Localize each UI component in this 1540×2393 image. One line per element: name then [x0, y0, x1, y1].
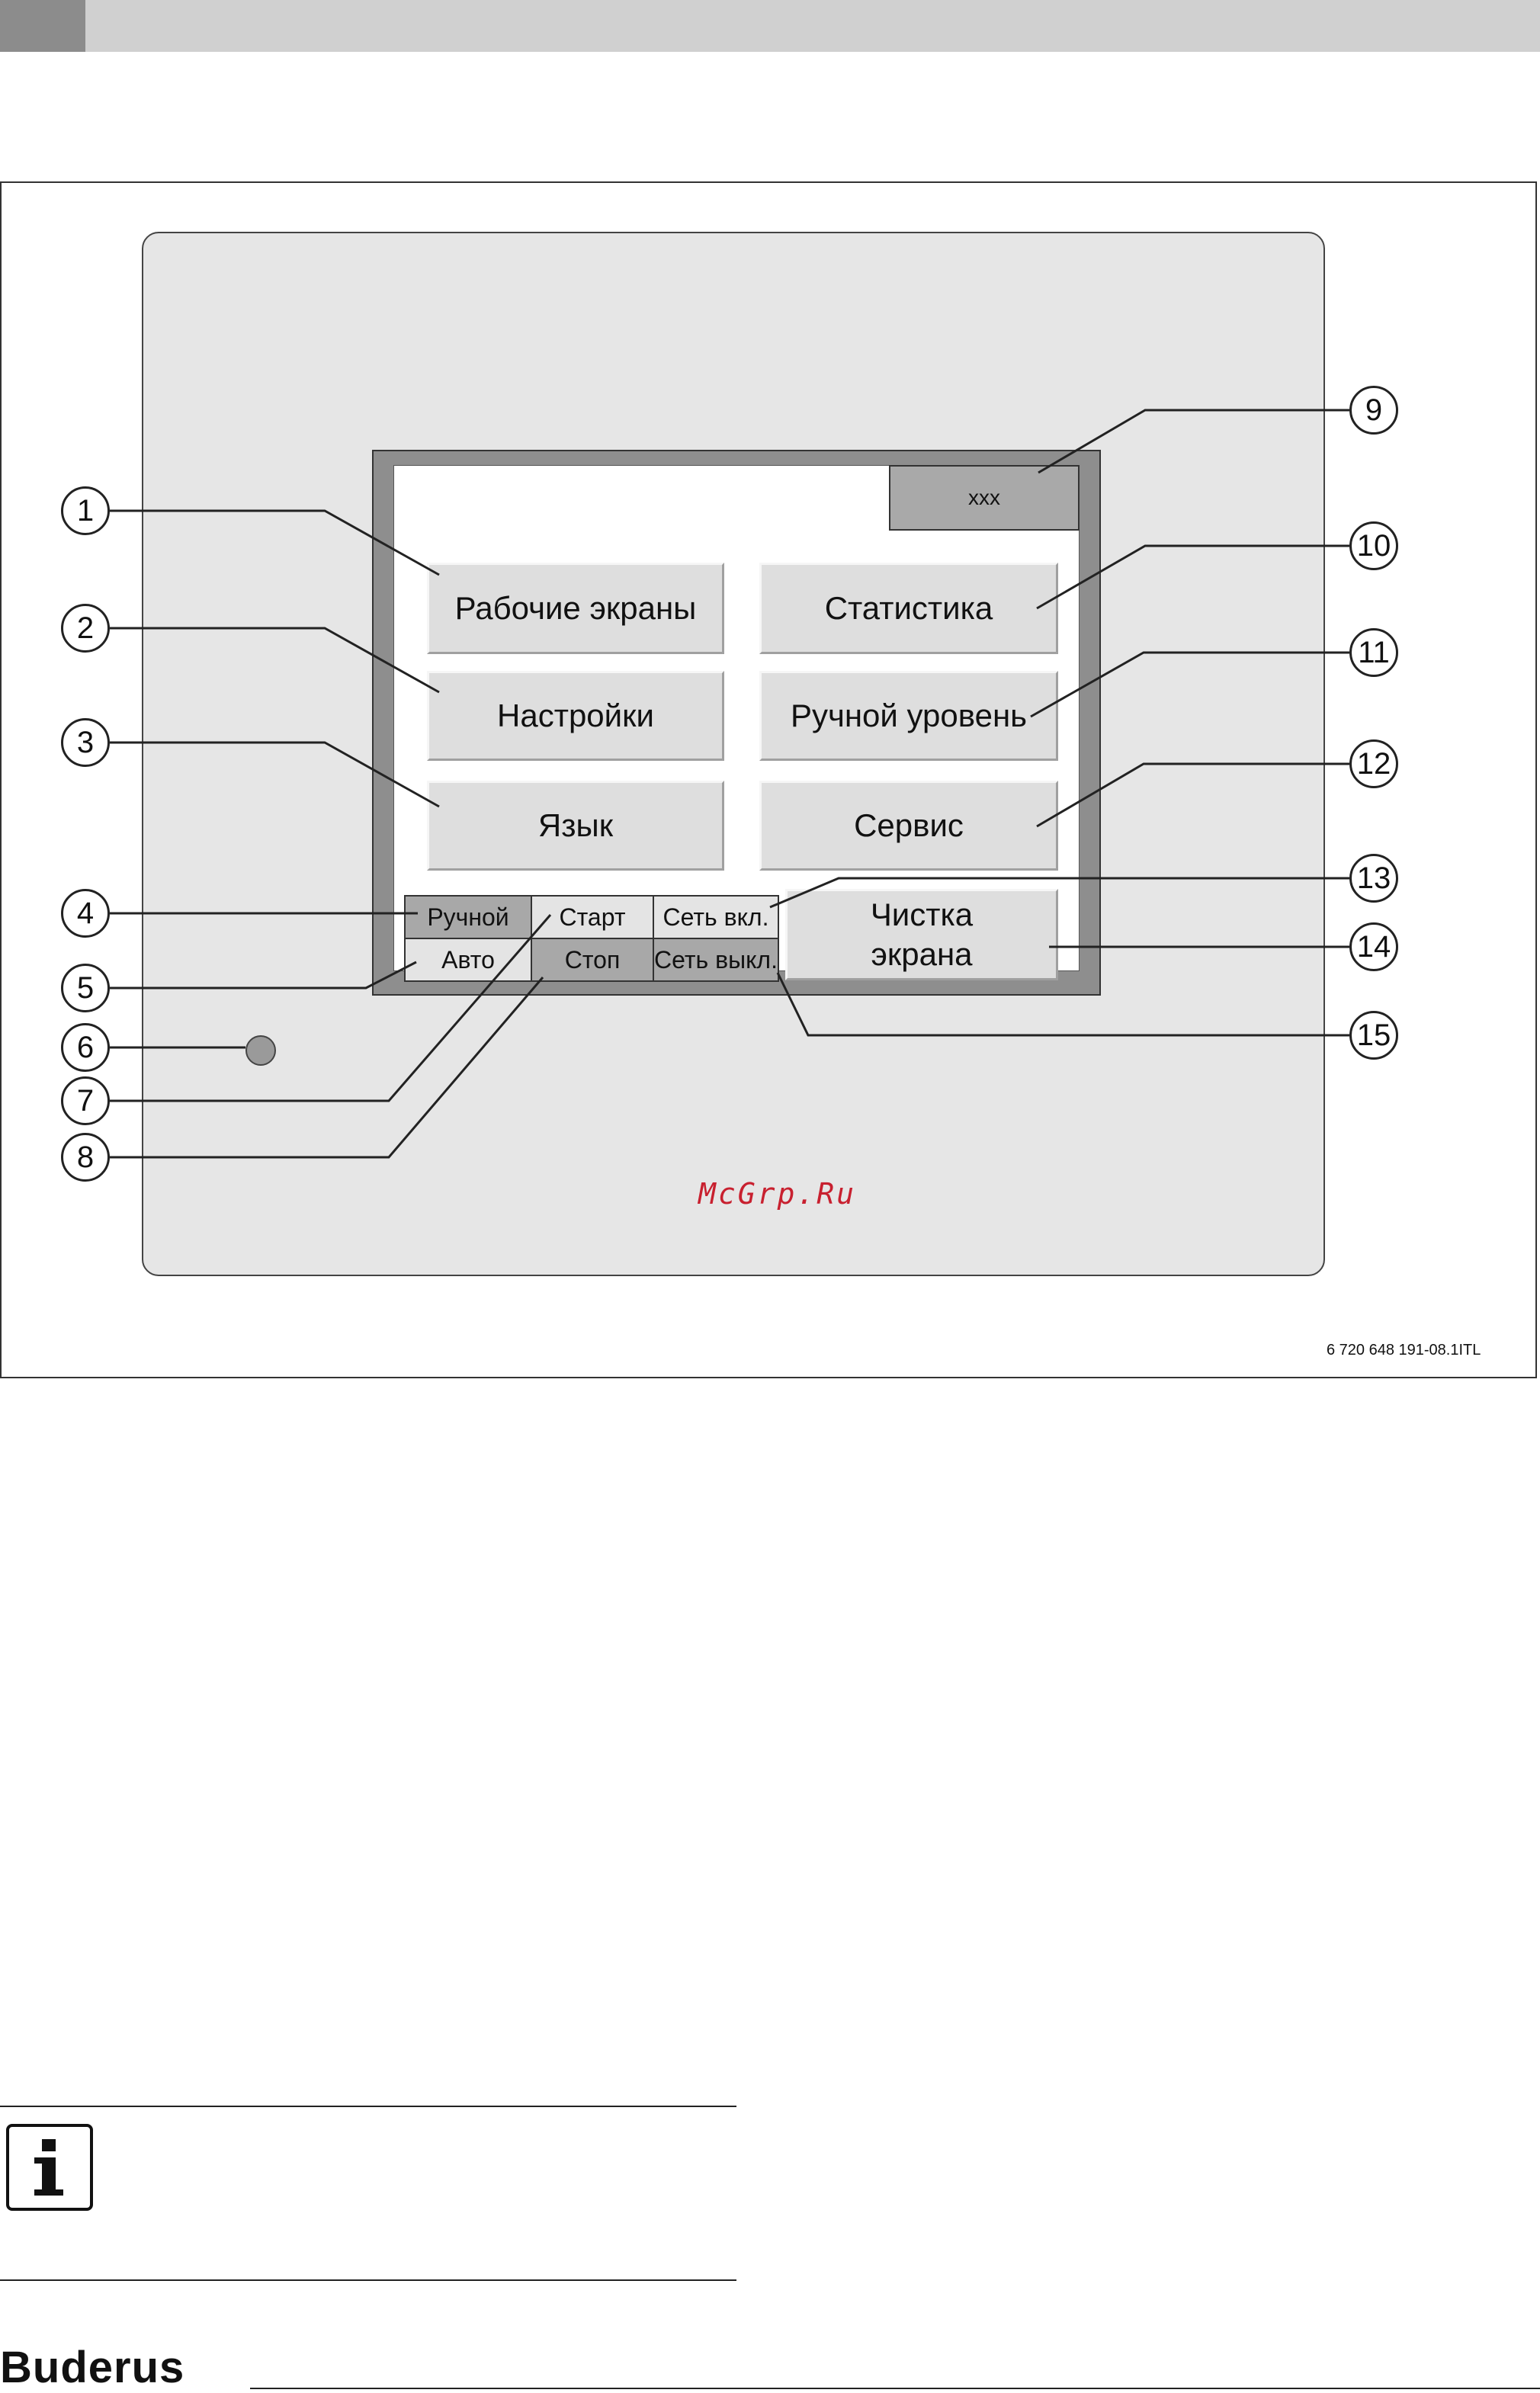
callout-2: 2 [61, 604, 110, 653]
figure-code: 6 720 648 191-08.1ITL [1327, 1342, 1481, 1358]
callout-13: 13 [1349, 854, 1398, 903]
callout-14: 14 [1349, 922, 1398, 971]
callout-6: 6 [61, 1023, 110, 1072]
callout-9: 9 [1349, 386, 1398, 435]
stop-button[interactable]: Стоп [531, 938, 654, 982]
info-glyph [9, 2127, 90, 2208]
service-button[interactable]: Сервис [759, 781, 1058, 871]
info-icon [6, 2124, 93, 2211]
callout-10: 10 [1349, 521, 1398, 570]
auto-mode-button[interactable]: Авто [404, 938, 532, 982]
footer-rule [250, 2388, 1540, 2389]
note-rule-top [0, 2106, 736, 2107]
callout-4: 4 [61, 889, 110, 938]
brand-logo: Buderus [0, 2343, 185, 2392]
settings-button[interactable]: Настройки [427, 671, 724, 761]
callout-7: 7 [61, 1076, 110, 1125]
power-on-button[interactable]: Сеть вкл. [653, 895, 779, 939]
status-box: xxx [889, 465, 1080, 531]
clean-screen-button[interactable]: Чистка экрана [785, 889, 1058, 980]
power-off-button[interactable]: Сеть выкл. [653, 938, 779, 982]
callout-8: 8 [61, 1133, 110, 1182]
note-rule-bottom [0, 2279, 736, 2281]
work-screens-button[interactable]: Рабочие экраны [427, 563, 724, 654]
callout-1: 1 [61, 486, 110, 535]
callout-12: 12 [1349, 739, 1398, 788]
manual-level-button[interactable]: Ручной уровень [759, 671, 1058, 761]
manual-mode-button[interactable]: Ручной [404, 895, 532, 939]
language-button[interactable]: Язык [427, 781, 724, 871]
callout-5: 5 [61, 964, 110, 1012]
watermark: McGrp.Ru [698, 1177, 857, 1211]
callout-15: 15 [1349, 1011, 1398, 1060]
callout-11: 11 [1349, 628, 1398, 677]
statistics-button[interactable]: Статистика [759, 563, 1058, 654]
start-button[interactable]: Старт [531, 895, 654, 939]
callout-3: 3 [61, 718, 110, 767]
